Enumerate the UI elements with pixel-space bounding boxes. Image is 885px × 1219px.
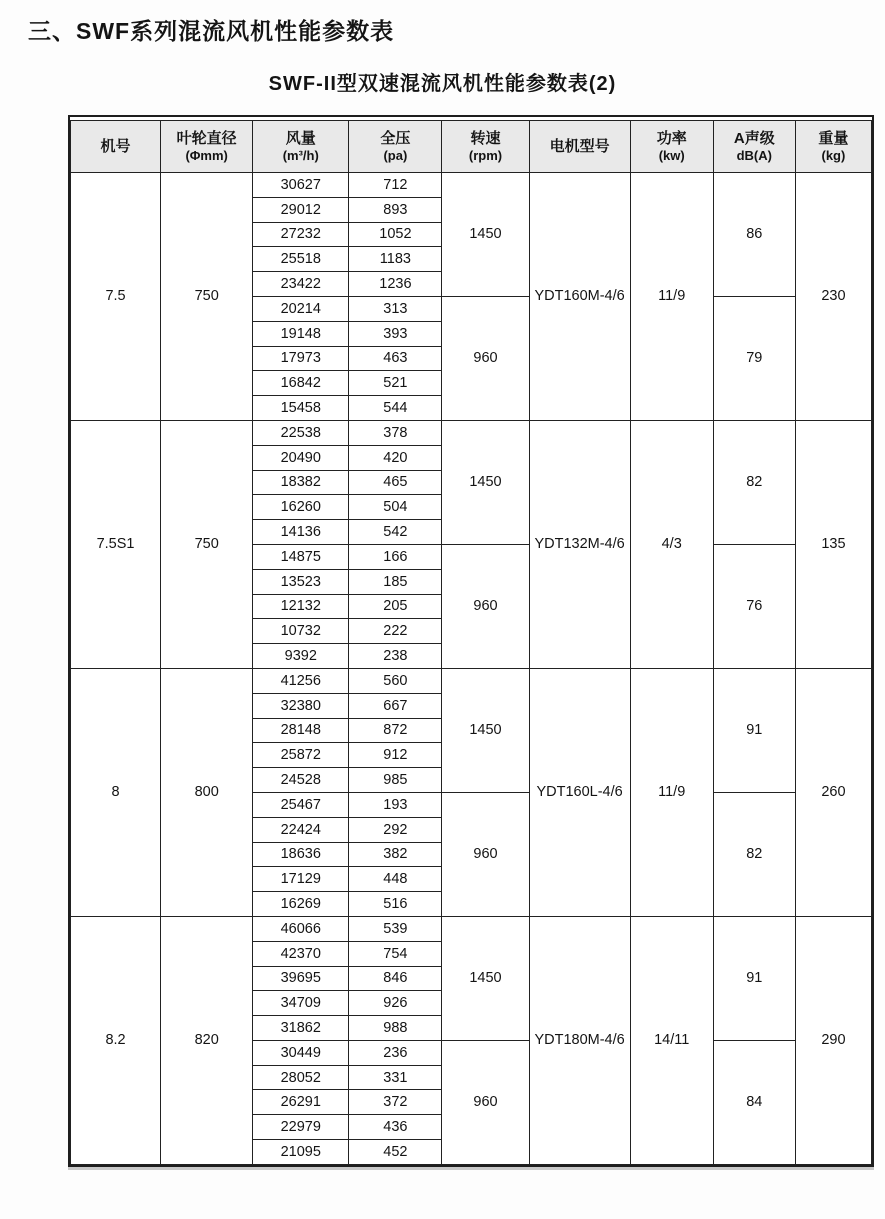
table-row <box>71 916 872 941</box>
model-cell: 8 <box>71 668 161 916</box>
noise-cell: 91 <box>713 916 795 1040</box>
impeller-cell: 750 <box>161 173 253 421</box>
table-header <box>71 121 872 173</box>
pressure-cell: 166 <box>349 544 442 569</box>
noise-cell: 84 <box>713 1040 795 1164</box>
speed-cell: 1450 <box>442 916 529 1040</box>
col-label: 功率 <box>656 130 687 147</box>
col-label: 转速 <box>470 130 501 147</box>
model-cell: 7.5S1 <box>71 420 161 668</box>
speed-cell: 1450 <box>442 420 529 544</box>
speed-cell: 1450 <box>442 173 529 297</box>
pressure-cell: 465 <box>349 470 442 495</box>
pressure-cell: 452 <box>349 1140 442 1165</box>
power-cell: 11/9 <box>630 668 713 916</box>
col-label: 重量 <box>818 130 849 147</box>
pressure-cell: 292 <box>349 817 442 842</box>
airflow-cell: 30627 <box>253 173 349 198</box>
col-label: 风量 <box>285 130 316 147</box>
noise-cell: 86 <box>713 173 795 297</box>
airflow-cell: 15458 <box>253 396 349 421</box>
pressure-cell: 1236 <box>349 272 442 297</box>
table-row <box>71 420 872 445</box>
airflow-cell: 14875 <box>253 544 349 569</box>
pressure-cell: 436 <box>349 1115 442 1140</box>
noise-cell: 79 <box>713 296 795 420</box>
airflow-cell: 9392 <box>253 644 349 669</box>
pressure-cell: 544 <box>349 396 442 421</box>
airflow-cell: 18636 <box>253 842 349 867</box>
speed-cell: 960 <box>442 792 529 916</box>
table-body <box>71 173 872 1165</box>
power-cell: 4/3 <box>630 420 713 668</box>
airflow-cell: 26291 <box>253 1090 349 1115</box>
motor-cell: YDT160L-4/6 <box>529 668 630 916</box>
airflow-cell: 23422 <box>253 272 349 297</box>
airflow-cell: 14136 <box>253 520 349 545</box>
motor-cell: YDT132M-4/6 <box>529 420 630 668</box>
pressure-cell: 313 <box>349 296 442 321</box>
airflow-cell: 34709 <box>253 991 349 1016</box>
pressure-cell: 463 <box>349 346 442 371</box>
pressure-cell: 372 <box>349 1090 442 1115</box>
pressure-cell: 521 <box>349 371 442 396</box>
pressure-cell: 238 <box>349 644 442 669</box>
noise-cell: 76 <box>713 544 795 668</box>
pressure-cell: 1183 <box>349 247 442 272</box>
model-cell: 8.2 <box>71 916 161 1164</box>
airflow-cell: 16269 <box>253 892 349 917</box>
airflow-cell: 29012 <box>253 197 349 222</box>
pressure-cell: 926 <box>349 991 442 1016</box>
col-label: 叶轮直径 <box>176 130 237 147</box>
impeller-cell: 750 <box>161 420 253 668</box>
airflow-cell: 25467 <box>253 792 349 817</box>
col-unit: (Φmm) <box>185 148 228 163</box>
pressure-cell: 846 <box>349 966 442 991</box>
pressure-cell: 205 <box>349 594 442 619</box>
speed-cell: 960 <box>442 1040 529 1164</box>
airflow-cell: 24528 <box>253 768 349 793</box>
airflow-cell: 25518 <box>253 247 349 272</box>
pressure-cell: 560 <box>349 668 442 693</box>
pressure-cell: 539 <box>349 916 442 941</box>
pressure-cell: 988 <box>349 1016 442 1041</box>
impeller-cell: 820 <box>161 916 253 1164</box>
power-cell: 11/9 <box>630 173 713 421</box>
col-header-speed <box>442 121 529 173</box>
pressure-cell: 1052 <box>349 222 442 247</box>
weight-cell: 230 <box>795 173 871 421</box>
airflow-cell: 39695 <box>253 966 349 991</box>
speed-cell: 1450 <box>442 668 529 792</box>
airflow-cell: 16260 <box>253 495 349 520</box>
performance-table-frame <box>68 115 874 1167</box>
motor-cell: YDT180M-4/6 <box>529 916 630 1164</box>
pressure-cell: 382 <box>349 842 442 867</box>
col-label: 全压 <box>380 130 411 147</box>
airflow-cell: 16842 <box>253 371 349 396</box>
pressure-cell: 222 <box>349 619 442 644</box>
noise-cell: 91 <box>713 668 795 792</box>
airflow-cell: 28052 <box>253 1065 349 1090</box>
pressure-cell: 912 <box>349 743 442 768</box>
airflow-cell: 17129 <box>253 867 349 892</box>
airflow-cell: 12132 <box>253 594 349 619</box>
airflow-cell: 28148 <box>253 718 349 743</box>
pressure-cell: 378 <box>349 420 442 445</box>
airflow-cell: 22424 <box>253 817 349 842</box>
airflow-cell: 30449 <box>253 1040 349 1065</box>
power-cell: 14/11 <box>630 916 713 1164</box>
pressure-cell: 193 <box>349 792 442 817</box>
airflow-cell: 20490 <box>253 445 349 470</box>
pressure-cell: 754 <box>349 941 442 966</box>
col-header-noise-level <box>713 121 795 173</box>
weight-cell: 290 <box>795 916 871 1164</box>
col-header-impeller-diameter <box>161 121 253 173</box>
airflow-cell: 31862 <box>253 1016 349 1041</box>
airflow-cell: 46066 <box>253 916 349 941</box>
noise-cell: 82 <box>713 792 795 916</box>
col-label: A声级 <box>733 130 775 147</box>
airflow-cell: 13523 <box>253 569 349 594</box>
pressure-cell: 420 <box>349 445 442 470</box>
pressure-cell: 448 <box>349 867 442 892</box>
performance-table <box>70 120 872 1165</box>
pressure-cell: 985 <box>349 768 442 793</box>
weight-cell: 135 <box>795 420 871 668</box>
col-unit: (pa) <box>383 148 408 163</box>
airflow-cell: 22979 <box>253 1115 349 1140</box>
pressure-cell: 893 <box>349 197 442 222</box>
pressure-cell: 872 <box>349 718 442 743</box>
table-subtitle: SWF-II型双速混流风机性能参数表(2) <box>268 73 617 95</box>
table-row <box>71 173 872 198</box>
airflow-cell: 27232 <box>253 222 349 247</box>
weight-cell: 260 <box>795 668 871 916</box>
col-header-model <box>71 121 161 173</box>
speed-cell: 960 <box>442 544 529 668</box>
pressure-cell: 504 <box>349 495 442 520</box>
airflow-cell: 21095 <box>253 1140 349 1165</box>
col-header-airflow <box>253 121 349 173</box>
impeller-cell: 800 <box>161 668 253 916</box>
col-header-power <box>630 121 713 173</box>
airflow-cell: 41256 <box>253 668 349 693</box>
pressure-cell: 236 <box>349 1040 442 1065</box>
airflow-cell: 20214 <box>253 296 349 321</box>
motor-cell: YDT160M-4/6 <box>529 173 630 421</box>
col-label: 电机型号 <box>549 138 610 155</box>
col-unit: (kw) <box>658 148 685 163</box>
pressure-cell: 712 <box>349 173 442 198</box>
col-header-motor-model <box>529 121 630 173</box>
col-unit: dB(A) <box>736 148 772 163</box>
pressure-cell: 185 <box>349 569 442 594</box>
model-cell: 7.5 <box>71 173 161 421</box>
airflow-cell: 10732 <box>253 619 349 644</box>
col-header-pressure <box>349 121 442 173</box>
pressure-cell: 331 <box>349 1065 442 1090</box>
airflow-cell: 22538 <box>253 420 349 445</box>
col-unit: (m³/h) <box>282 148 319 163</box>
noise-cell: 82 <box>713 420 795 544</box>
airflow-cell: 19148 <box>253 321 349 346</box>
col-unit: (rpm) <box>468 148 503 163</box>
table-row <box>71 668 872 693</box>
col-header-weight <box>795 121 871 173</box>
col-label: 机号 <box>100 138 131 155</box>
airflow-cell: 32380 <box>253 693 349 718</box>
col-unit: (kg) <box>821 148 846 163</box>
pressure-cell: 542 <box>349 520 442 545</box>
airflow-cell: 42370 <box>253 941 349 966</box>
airflow-cell: 25872 <box>253 743 349 768</box>
page-title: 三、SWF系列混流风机性能参数表 <box>28 18 395 44</box>
pressure-cell: 516 <box>349 892 442 917</box>
speed-cell: 960 <box>442 296 529 420</box>
pressure-cell: 393 <box>349 321 442 346</box>
airflow-cell: 17973 <box>253 346 349 371</box>
pressure-cell: 667 <box>349 693 442 718</box>
airflow-cell: 18382 <box>253 470 349 495</box>
